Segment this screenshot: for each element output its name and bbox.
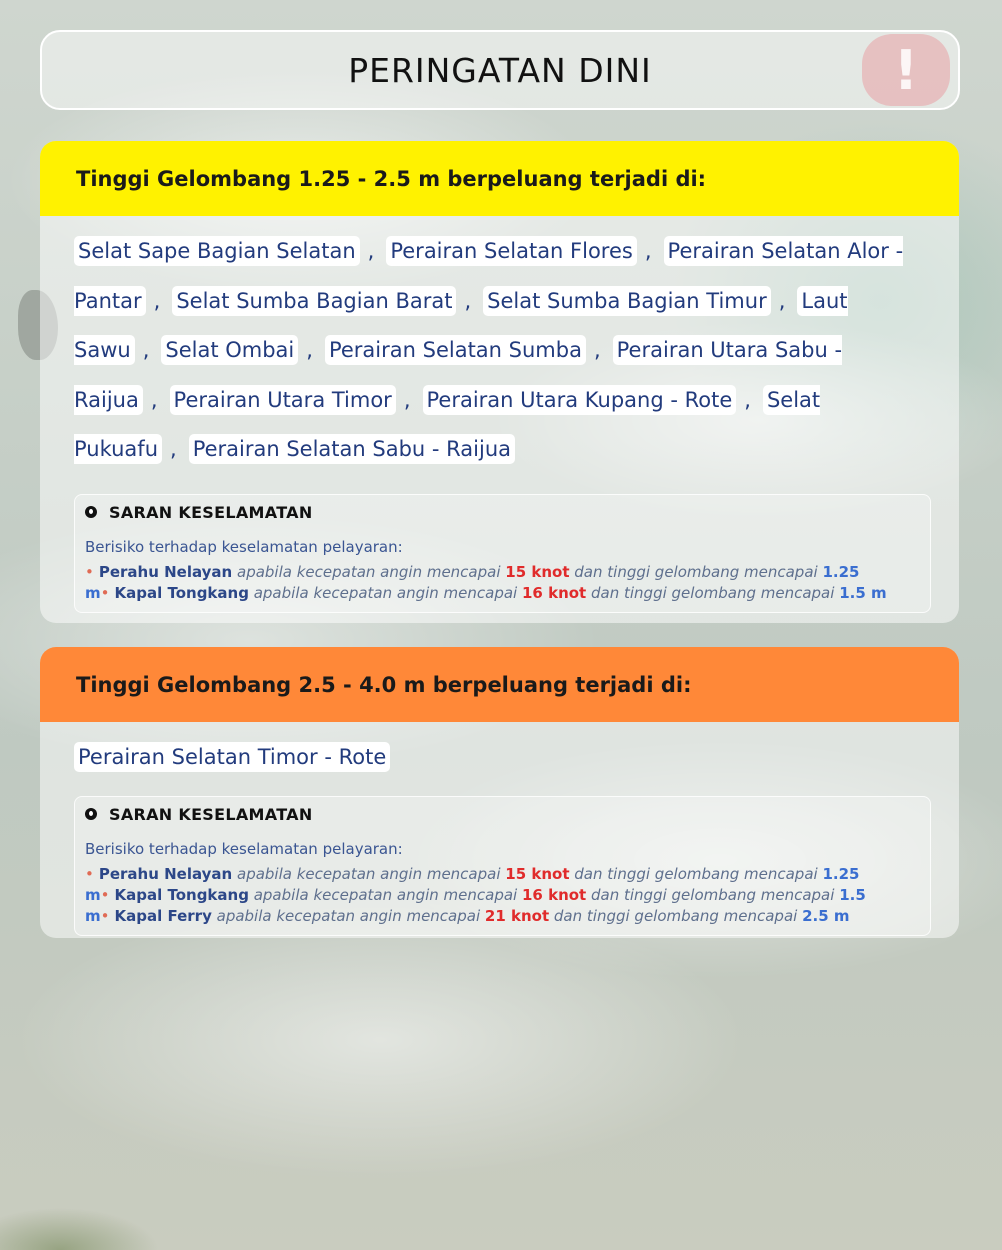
rule-bullet: • <box>85 864 94 883</box>
area-separator: , <box>306 338 313 362</box>
safety-box <box>74 796 931 936</box>
rule-wave-text: dan tinggi gelombang mencapai <box>586 885 840 904</box>
area-chip: Selat Sape Bagian Selatan <box>74 236 360 266</box>
page-title: PERINGATAN DINI <box>348 50 652 90</box>
alert-symbol: ! <box>893 38 919 102</box>
safety-title: SARAN KESELAMATAN <box>109 502 313 522</box>
area-chip: Perairan Selatan Flores <box>386 236 637 266</box>
rule-vessel: Perahu Nelayan <box>98 864 233 883</box>
safety-icon <box>85 808 97 820</box>
area-separator: , <box>150 387 158 412</box>
rule-wave-text: dan tinggi gelombang mencapai <box>569 562 823 581</box>
rule-vessel: Kapal Ferry <box>114 906 212 925</box>
rule-wind-text: apabila kecepatan angin mencapai <box>232 562 506 581</box>
area-item <box>423 388 763 412</box>
rule-wind-value: 16 knot <box>522 885 587 904</box>
area-separator: , <box>153 288 161 313</box>
rule-wind-value: 16 knot <box>522 583 587 602</box>
safety-title: SARAN KESELAMATAN <box>109 804 313 824</box>
background-plant <box>0 1160 260 1250</box>
rule-wave-value: 1.5 m <box>85 885 866 925</box>
rule-bullet: • <box>100 885 110 904</box>
area-chip: Perairan Selatan Sabu - Raijua <box>189 434 515 464</box>
safety-rules <box>85 864 918 927</box>
rule-vessel: Kapal Tongkang <box>114 583 249 602</box>
safety-subtitle: Berisiko terhadap keselamatan pelayaran: <box>85 839 403 858</box>
warning-heading: Tinggi Gelombang 1.25 - 2.5 m berpeluang terjadi di: <box>40 141 959 216</box>
rule-wave-value: 2.5 m <box>802 906 850 925</box>
area-item <box>161 338 325 362</box>
area-separator: , <box>644 239 652 263</box>
rule-wave-text: dan tinggi gelombang mencapai <box>569 864 823 883</box>
rule-wind-text: apabila kecepatan angin mencapai <box>248 885 522 904</box>
rule-vessel: Kapal Tongkang <box>114 885 249 904</box>
safety-icon <box>85 506 97 518</box>
area-chip: Perairan Utara Kupang - Rote <box>423 385 737 415</box>
warning-heading: Tinggi Gelombang 2.5 - 4.0 m berpeluang terjadi di: <box>40 647 959 722</box>
rule-wave-value: 1.25 m <box>85 562 860 602</box>
rule-wave-value: 1.5 m <box>839 583 887 602</box>
area-chip: Selat Ombai <box>161 335 298 365</box>
rule-wave-value: 1.25 m <box>85 864 860 904</box>
area-list <box>74 230 931 478</box>
rule-vessel: Perahu Nelayan <box>98 562 233 581</box>
rule-wind-text: apabila kecepatan angin mencapai <box>248 583 522 602</box>
area-item <box>386 239 663 263</box>
area-item <box>74 239 386 263</box>
area-item <box>172 289 483 313</box>
area-chip: Perairan Selatan Timor - Rote <box>74 742 390 772</box>
area-item <box>483 289 797 313</box>
rule-wind-value: 15 knot <box>505 562 570 581</box>
area-chip: Selat Sumba Bagian Barat <box>172 286 456 316</box>
area-chip: Laut Sawu <box>74 286 848 366</box>
rule-bullet: • <box>100 583 110 602</box>
area-chip: Perairan Utara Timor <box>170 385 396 415</box>
safety-rules <box>85 562 918 604</box>
rule-wave-text: dan tinggi gelombang mencapai <box>586 583 840 602</box>
area-chip: Perairan Utara Sabu - Raijua <box>74 335 842 415</box>
warning-card-1 <box>40 141 959 623</box>
area-separator: , <box>778 288 786 313</box>
area-list <box>74 736 931 786</box>
area-separator: , <box>170 437 177 461</box>
area-separator: , <box>403 387 411 412</box>
area-item <box>189 434 515 464</box>
area-chip: Selat Sumba Bagian Timur <box>483 286 771 316</box>
area-item <box>325 338 613 362</box>
area-item <box>74 742 390 772</box>
area-separator: , <box>142 338 150 362</box>
page-header <box>40 30 960 110</box>
area-separator: , <box>744 387 751 412</box>
rule-wind-value: 15 knot <box>505 864 570 883</box>
safety-box <box>74 494 931 613</box>
area-chip: Perairan Selatan Alor - Pantar <box>74 236 903 316</box>
warning-card-2 <box>40 647 959 938</box>
safety-subtitle: Berisiko terhadap keselamatan pelayaran: <box>85 537 403 556</box>
area-separator: , <box>367 239 375 263</box>
alert-icon <box>862 34 950 106</box>
area-separator: , <box>593 338 601 362</box>
area-chip: Selat Pukuafu <box>74 385 820 465</box>
area-chip: Perairan Selatan Sumba <box>325 335 586 365</box>
rule-wave-text: dan tinggi gelombang mencapai <box>549 906 803 925</box>
rule-bullet: • <box>100 906 110 925</box>
rule-wind-value: 21 knot <box>484 906 550 925</box>
rule-wind-text: apabila kecepatan angin mencapai <box>232 864 506 883</box>
rule-wind-text: apabila kecepatan angin mencapai <box>211 906 485 925</box>
area-separator: , <box>464 288 472 313</box>
rule-bullet: • <box>85 562 94 581</box>
area-item <box>170 388 423 412</box>
